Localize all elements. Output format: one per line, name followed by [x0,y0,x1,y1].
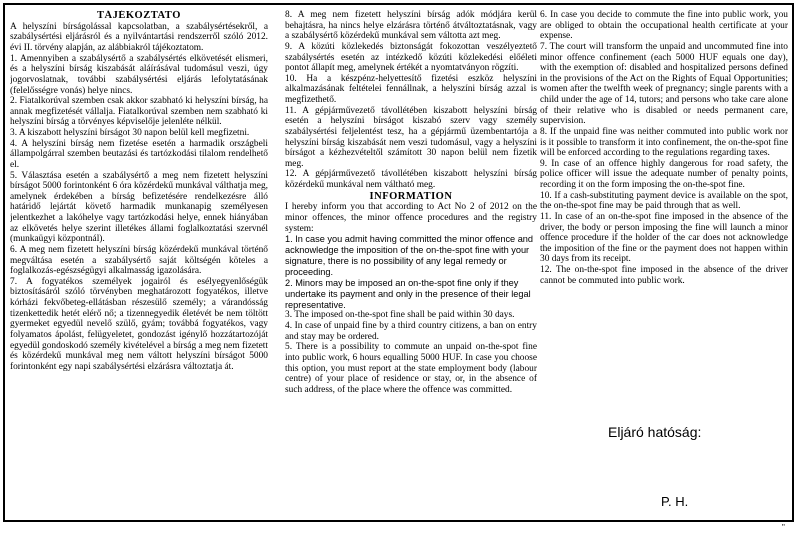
en-item-1: 1. In case you admit having committed the minor offence and acknowledge the imposition of the on-the-spot fine with your signature, there is no possibility of any legal remedy or proceeding. [285,234,534,277]
hu-item-7: 7. A fogyatékos személyek jogairól és esélyegyenlőségük biztosításáról szóló törvényben meghatározott fogyatékos, illetve kórházi fekvőbeteg-ellátásban részesülő személy; a várandósság tizenkettedik hetét elérő nő; a tizennegyedik életévét be nem töltött gyermeket egyedül nevelő szülő, gyám; továbbá fogyatékos, vagy folyamatos ápolást, felügyeletet, gondozást igénylő hozzátartozóját egyedül gondoskodó személy kivételével a bírság a meg nem fizetett és közérdekű munkával meg nem váltott helyszíni bírságot 5000 forintonként egy napi szabálysértési elzárásra változtatja át. [10,276,268,372]
english-intro: I hereby inform you that according to Act No 2 of 2012 on the minor offences, the minor offence procedures and the registry system: [285,202,537,234]
hu-item-9: 9. A közúti közlekedés biztonságát fokozottan veszélyeztető szabálysértés esetén az intézkedő közúti közlekedési előéleti pontot állapít meg, amelynek értékét a nyomtatványon rögzíti. [285,41,537,74]
hu-item-6: 6. A meg nem fizetett helyszíni bírság közérdekű munkával történő megváltása esetén a szabálysértő saját költségén köteles a foglalkozás-egészségügyi alkalmasság igazolására. [10,244,268,277]
right-column [540,10,788,518]
en-item-11: 11. In case of an on-the-spot fine imposed in the absence of the driver, the body or person imposing the fine will launch a minor offence procedure if the holder of the car does not acknowledge the imposition of the fine or the payment does not happen within 30 days from its receipt. [540,211,788,265]
en-item-3: 3. The imposed on-the-spot fine shall be paid within 30 days. [285,310,515,321]
information-sheet [3,3,794,522]
en-item-6: 6. In case you decide to commute the fine into public work, you are obliged to obtain the occupational health certificate at your expense. [540,10,788,42]
hu-item-4: 4. A helyszíni bírság nem fizetése esetén a harmadik országbeli állampolgárral szemben beutazási és tartózkodási tilalom rendelhető el. [10,138,268,170]
hu-item-1: 1. Amennyiben a szabálysértő a szabálysértés elkövetését elismeri, és a helyszíni bírság kiszabását aláírásával tudomásul veszi, úgy jogorvoslatnak, további szabálysértési eljárás lefolytatásának (felelősségre vonás) helye nincs. [10,53,268,96]
en-item-10: 10. If a cash-substituting payment device is available on the spot, the on-the-spot fine may be paid through that as well. [540,190,788,212]
hu-item-5: 5. Választása esetén a szabálysértő a meg nem fizetett helyszíni bírságot 5000 forintonként 6 óra közérdekű munkával válthatja meg, amelynek érdekében a bírság befizetésére rendelkezésre álló határidő lejártát követő harmadik munkanapig személyesen jelentkezhet a lakóhelye vagy tartózkodási helye, ennek hiányában az elkövetés helye szerint illetékes állami foglalkoztatási szervnél (munkaügyi központnál). [10,170,268,245]
hungarian-intro: A helyszíni bírságolással kapcsolatban, a szabálysértésekről, a szabálysértési eljárásról és a nyilvántartási rendszerről szóló 2012. évi II. törvény alapján, az alábbiakról tájékoztatom. [10,21,268,54]
en-item-5: 5. There is a possibility to commute an unpaid on-the-spot fine into public work, 6 hours equalling 5000 HUF. In case you choose this option, you must report at the state employment body (labour centre) of your place of residence or stay, or, in the absence of such address, of the place where the offence was committed. [285,342,537,395]
en-item-2: 2. Minors may be imposed an on-the-spot fine only if they undertake its payment and only in the presence of their legal representative. [285,277,531,310]
hu-item-12: 12. A gépjárművezető távollétében kiszabott helyszíni bírság közérdekű munkával nem váltható meg. [285,169,537,190]
acting-authority-label: Eljáró hatóság: [608,424,702,440]
hu-item-11: 11. A gépjárművezető távollétében kiszabott helyszíni bírság esetén a helyszíni bírságot kiszabó szerv vagy személy szabálysértési feljelentést tesz, ha a gépjármű üzembentartója a helyszíni bírság kiszabását nem veszi tudomásul, vagy a helyszíni bírságot a kézhezvételtől számított 30 napon belül nem fizetik meg. [285,105,537,169]
hungarian-title: TÁJÉKOZTATÓ [97,10,181,21]
hungarian-column [10,10,268,518]
hu-item-8: 8. A meg nem fizetett helyszíni bírság adók módjára kerül behajtásra, ha nincs helye elzárásra történő átváltoztatásnak, vagy a szabálysértő közérdekű munkával sem váltotta azt meg. [285,10,537,42]
en-item-12: 12. The on-the-spot fine imposed in the absence of the driver cannot be commuted into public work. [540,265,788,286]
hu-item-2: 2. Fiatalkorúval szemben csak akkor szabható ki helyszíni bírság, ha annak megfizetését vállalja. Fiatalkorúval szemben nem szabható ki helyszíni bírság a törvényes képviselője jelenléte nélkül. [10,96,268,128]
stamp-placeholder: P. H. [661,494,689,509]
hu-item-10: 10. Ha a készpénz-helyettesítő fizetési eszköz helyszíni alkalmazásának feltételei fennállnak, a helyszíni bírság azzal is megfizethető. [285,73,537,105]
en-item-9: 9. In case of an offence highly dangerous for road safety, the police officer will issue the adequate number of penalty points, recording it on the form imposing the on-the-spot fine. [540,158,788,190]
en-item-8: 8. If the unpaid fine was neither commuted into public work nor is it possible to transform it into confinement, the on-the-spot fine will be enforced according to the regulations regarding taxes. [540,126,788,159]
en-item-4: 4. In case of unpaid fine by a third country citizens, a ban on entry and stay may be ordered. [285,321,537,342]
hu-item-3: 3. A kiszabott helyszíni bírságot 30 napon belül kell megfizetni. [10,128,250,139]
en-item-7: 7. The court will transform the unpaid and uncommuted fine into minor offence confinement (each 5000 HUF equals one day), with the exemption of: disabled and hospitalized persons defined in the provisions of the Act on the Rights of Equal Opportunities; women after the twelfth week of pregnancy; single parents with a child under the age of 14, tutors; and persons who take care alone of their relative who is disabled or needs permanent care, supervision. [540,41,788,127]
corner-mark: " [782,523,785,532]
middle-column [285,10,537,518]
english-title: INFORMATION [369,190,453,202]
